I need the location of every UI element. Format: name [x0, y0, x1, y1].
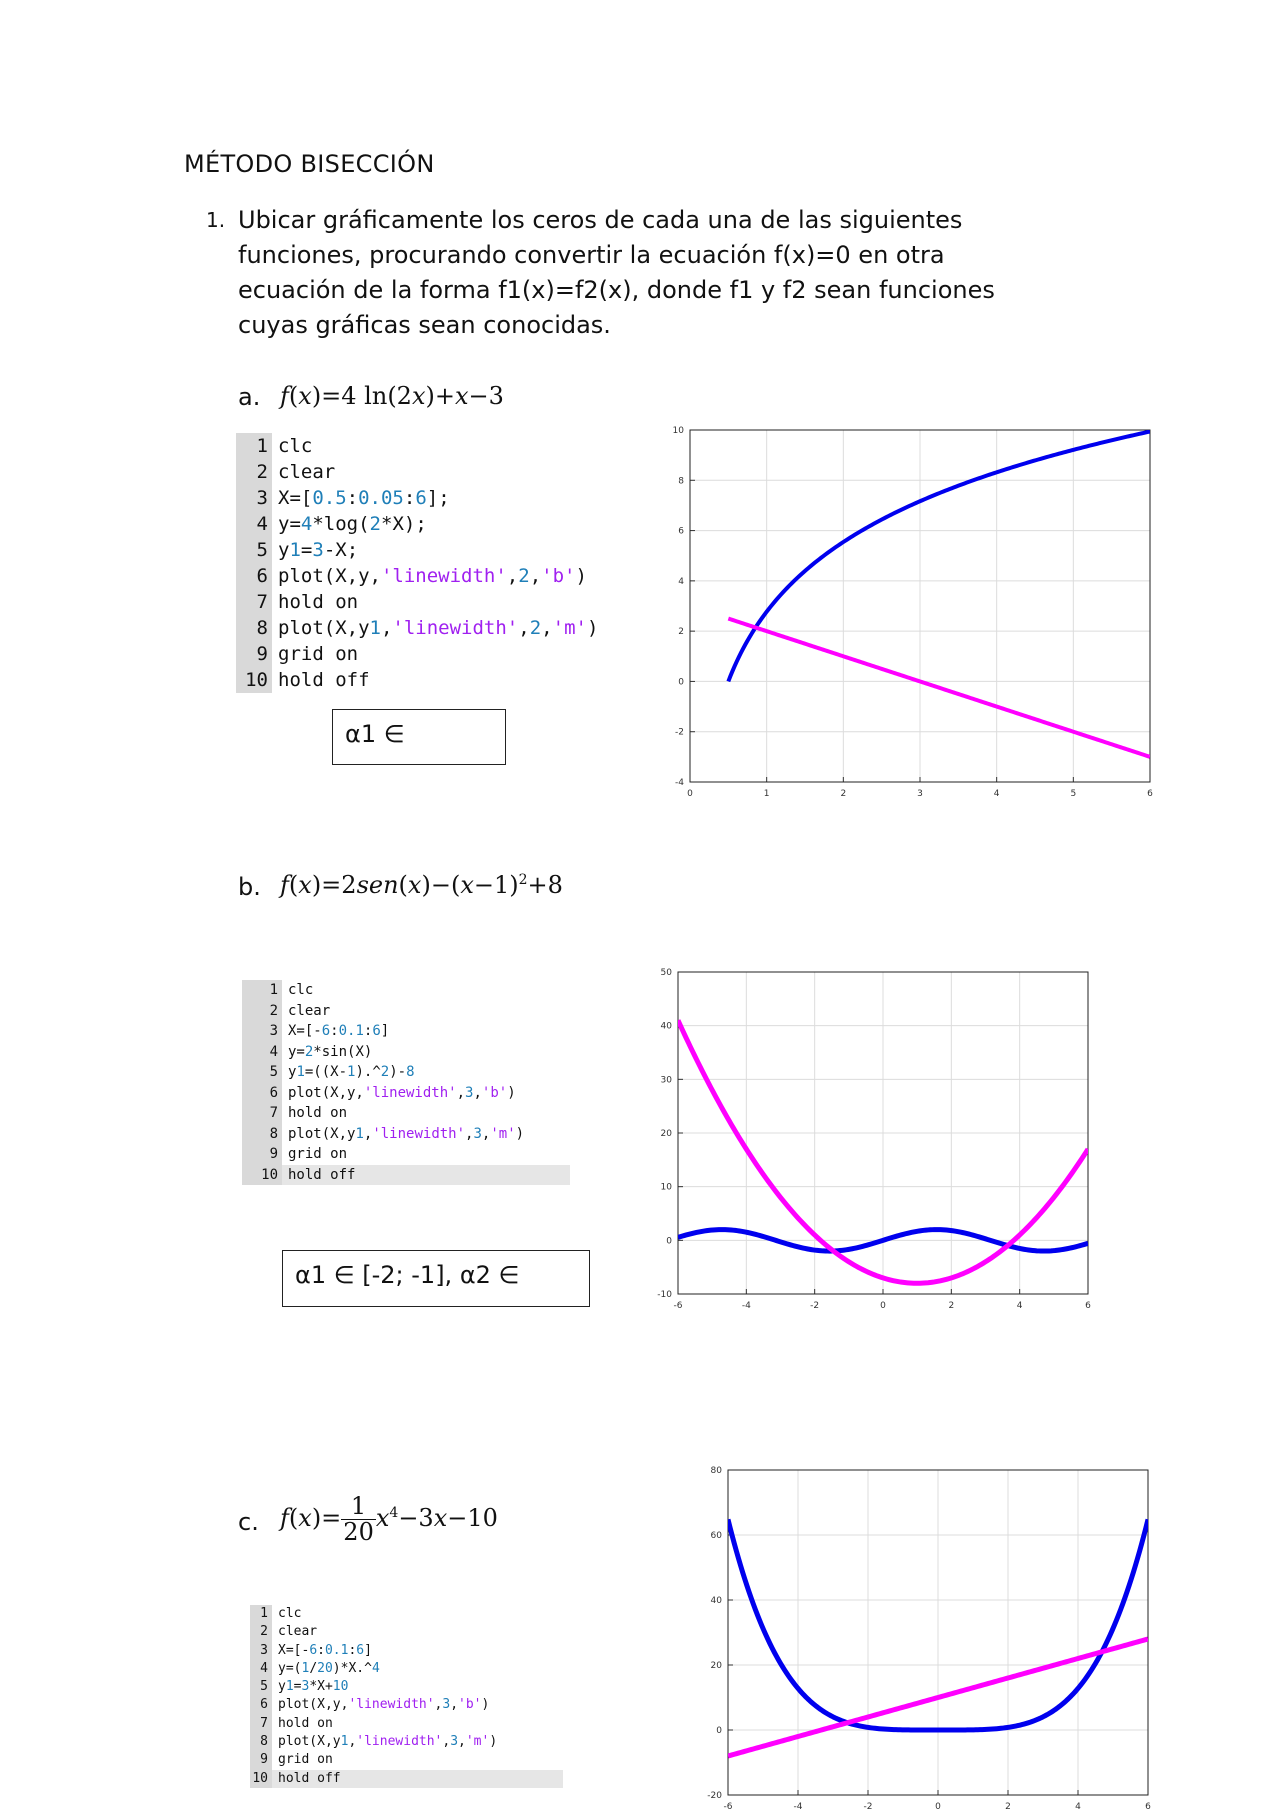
line-number: 4 — [250, 1660, 272, 1678]
line-number: 6 — [250, 1696, 272, 1714]
line-number: 2 — [236, 459, 272, 485]
code-line — [236, 459, 658, 485]
y-tick-label: 0 — [666, 1236, 672, 1247]
line-number: 5 — [236, 537, 272, 563]
code-text: clear — [278, 1624, 318, 1640]
code-line — [250, 1751, 563, 1769]
fraction — [341, 1494, 376, 1545]
code-line — [242, 980, 570, 1001]
y-tick-label: -20 — [707, 1791, 722, 1801]
y-tick-label: 10 — [660, 1182, 672, 1193]
code-line — [242, 1165, 570, 1186]
code-line — [250, 1715, 563, 1733]
code-line — [242, 1042, 570, 1063]
y-tick-label: 40 — [660, 1021, 672, 1032]
code-line — [250, 1605, 563, 1623]
answer-text: α1 ∈ [-2; -1], α2 ∈ — [295, 1261, 520, 1289]
line-number: 2 — [242, 1001, 282, 1022]
x-tick-label: -6 — [723, 1802, 733, 1811]
y-tick-label: 2 — [678, 627, 684, 638]
code-line — [242, 1001, 570, 1022]
x-tick-label: 1 — [763, 789, 770, 799]
code-text: hold off — [278, 669, 370, 691]
code-line — [236, 537, 658, 563]
y-tick-label: 8 — [678, 476, 684, 487]
y-tick-label: 0 — [678, 677, 684, 688]
series-line — [728, 619, 1150, 757]
line-number: 1 — [250, 1605, 272, 1623]
line-number: 10 — [236, 667, 272, 693]
chart-a — [660, 418, 1160, 808]
code-block-c — [250, 1605, 563, 1788]
x-tick-label: 6 — [1085, 1301, 1091, 1310]
line-number: 9 — [250, 1751, 272, 1769]
x-tick-label: 3 — [917, 789, 923, 799]
line-number: 4 — [236, 511, 272, 537]
code-text: grid on — [288, 1146, 348, 1162]
line-number: 1 — [242, 980, 282, 1001]
line-number: 9 — [242, 1144, 282, 1165]
y-tick-label: 20 — [710, 1661, 722, 1671]
line-number: 3 — [242, 1021, 282, 1042]
line-number: 2 — [250, 1623, 272, 1641]
x-tick-label: 0 — [687, 789, 693, 799]
x-tick-label: 5 — [1070, 789, 1077, 799]
code-line — [250, 1696, 563, 1714]
y-tick-label: 6 — [678, 526, 684, 537]
y-tick-label: 30 — [660, 1075, 672, 1086]
x-tick-label: 4 — [1075, 1802, 1081, 1811]
code-text: hold on — [278, 1715, 333, 1731]
code-line — [236, 667, 658, 693]
chart-b — [650, 960, 1100, 1310]
answer-box-a — [332, 709, 506, 765]
line-number: 6 — [236, 563, 272, 589]
code-text: clear — [288, 1002, 331, 1019]
code-line — [242, 1144, 570, 1165]
question-line: ecuación de la forma f1(x)=f2(x), donde f1 y f2 sean funciones — [238, 276, 995, 304]
y-tick-label: 50 — [660, 968, 672, 978]
code-text: plot(X,y,'linewidth',3,'b') — [278, 1697, 490, 1713]
y-tick-label: 80 — [710, 1466, 722, 1476]
x-tick-label: 4 — [1016, 1301, 1023, 1310]
code-line — [236, 641, 658, 667]
code-block-b — [242, 980, 570, 1185]
line-number: 5 — [250, 1678, 272, 1696]
code-text: clc — [278, 1606, 302, 1621]
question-line: Ubicar gráficamente los ceros de cada una de las siguientes — [238, 206, 963, 234]
x-tick-label: 6 — [1147, 789, 1153, 799]
line-number: 1 — [236, 433, 272, 459]
code-line — [242, 1103, 570, 1124]
chart-grid — [707, 1466, 1151, 1811]
code-line — [236, 589, 658, 615]
code-text: X=[0.5:0.05:6]; — [278, 487, 450, 509]
code-line — [236, 511, 658, 537]
code-block-a — [236, 433, 658, 693]
code-line — [250, 1623, 563, 1641]
line-number: 8 — [236, 615, 272, 641]
item-a-label: a. — [238, 383, 261, 411]
code-text: clc — [288, 982, 314, 998]
code-text: X=[-6:0.1:6] — [278, 1642, 372, 1658]
code-text: plot(X,y,'linewidth',2,'b') — [278, 565, 587, 587]
x-tick-label: -4 — [741, 1301, 751, 1310]
line-number: 6 — [242, 1083, 282, 1104]
code-line — [250, 1733, 563, 1751]
x-tick-label: 0 — [935, 1802, 941, 1811]
line-number: 9 — [236, 641, 272, 667]
item-a-formula: f(x)=4 ln(2x)+x−3 — [280, 382, 504, 410]
question-line: cuyas gráficas sean conocidas. — [238, 311, 611, 339]
code-text: y1=((X-1).^2)-8 — [288, 1064, 415, 1080]
code-text: y1=3-X; — [278, 539, 359, 561]
y-tick-label: 0 — [716, 1726, 722, 1736]
code-line — [242, 1124, 570, 1145]
code-text: plot(X,y1,'linewidth',2,'m') — [278, 617, 599, 639]
question-number: 1. — [206, 208, 226, 232]
fraction-numerator: 1 — [350, 1492, 367, 1520]
line-number: 5 — [242, 1062, 282, 1083]
code-line — [236, 615, 658, 641]
series-line — [728, 432, 1150, 682]
code-text: plot(X,y1,'linewidth',3,'m') — [278, 1734, 498, 1750]
code-line — [250, 1660, 563, 1678]
line-number: 3 — [250, 1642, 272, 1660]
x-tick-label: -2 — [863, 1802, 873, 1811]
code-text: clear — [278, 461, 336, 483]
chart-grid — [657, 968, 1091, 1310]
chart-c — [680, 1458, 1160, 1811]
code-text: y=4*log(2*X); — [278, 513, 427, 535]
code-line — [242, 1021, 570, 1042]
code-line — [242, 1083, 570, 1104]
y-tick-label: 10 — [672, 426, 684, 436]
x-tick-label: 2 — [948, 1301, 955, 1310]
code-line — [250, 1678, 563, 1696]
code-text: hold on — [288, 1105, 348, 1121]
line-number: 4 — [242, 1042, 282, 1063]
document-title: MÉTODO BISECCIÓN — [184, 150, 435, 178]
line-number: 7 — [242, 1103, 282, 1124]
y-tick-label: 40 — [710, 1596, 722, 1606]
code-line — [236, 485, 658, 511]
y-tick-label: -4 — [675, 778, 684, 788]
y-tick-label: 60 — [710, 1531, 722, 1541]
line-number: 10 — [242, 1165, 282, 1186]
x-tick-label: 0 — [880, 1301, 886, 1310]
y-tick-label: 4 — [678, 576, 684, 587]
line-number: 8 — [250, 1733, 272, 1751]
x-tick-label: 4 — [993, 789, 1000, 799]
code-text: plot(X,y1,'linewidth',3,'m') — [288, 1125, 525, 1142]
y-tick-label: 20 — [660, 1129, 672, 1139]
code-text: X=[-6:0.1:6] — [288, 1023, 390, 1039]
x-tick-label: 6 — [1145, 1802, 1151, 1811]
x-tick-label: 2 — [840, 789, 847, 799]
code-text: y=(1/20)*X.^4 — [278, 1660, 380, 1676]
code-line — [250, 1770, 563, 1788]
code-text: grid on — [278, 643, 359, 665]
code-line — [236, 433, 658, 459]
code-text: y1=3*X+10 — [278, 1679, 349, 1695]
y-tick-label: -2 — [675, 727, 684, 738]
item-c-formula: f(x)= $\frac{1}{20}$ $x^4-3x-10$ — [280, 1492, 498, 1547]
fraction-denominator: 20 — [343, 1518, 374, 1547]
line-number: 10 — [250, 1770, 272, 1788]
x-tick-label: -4 — [793, 1802, 803, 1811]
answer-text: α1 ∈ — [345, 720, 405, 748]
y-tick-label: -10 — [657, 1290, 672, 1300]
item-b-formula: $f(x)=2sen(x)-(x-1)^2+8$ — [280, 871, 563, 899]
x-tick-label: -6 — [673, 1301, 683, 1310]
code-text: hold off — [272, 1770, 563, 1788]
line-number: 7 — [250, 1715, 272, 1733]
item-b-label: b. — [238, 873, 261, 901]
line-number: 7 — [236, 589, 272, 615]
code-text: clc — [278, 435, 313, 457]
code-text: hold off — [282, 1165, 570, 1186]
line-number: 3 — [236, 485, 272, 511]
chart-grid — [673, 426, 1154, 799]
code-text: grid on — [278, 1752, 333, 1768]
line-number: 8 — [242, 1124, 282, 1145]
code-line — [236, 563, 658, 589]
answer-box-b — [282, 1250, 590, 1307]
code-text: plot(X,y,'linewidth',3,'b') — [288, 1084, 516, 1101]
item-c-label: c. — [238, 1508, 259, 1536]
x-tick-label: -2 — [810, 1301, 820, 1310]
question-line: funciones, procurando convertir la ecuación f(x)=0 en otra — [238, 241, 945, 269]
code-line — [242, 1062, 570, 1083]
code-text: y=2*sin(X) — [288, 1043, 373, 1060]
code-text: hold on — [278, 591, 359, 613]
x-tick-label: 2 — [1005, 1802, 1011, 1811]
code-line — [250, 1642, 563, 1660]
